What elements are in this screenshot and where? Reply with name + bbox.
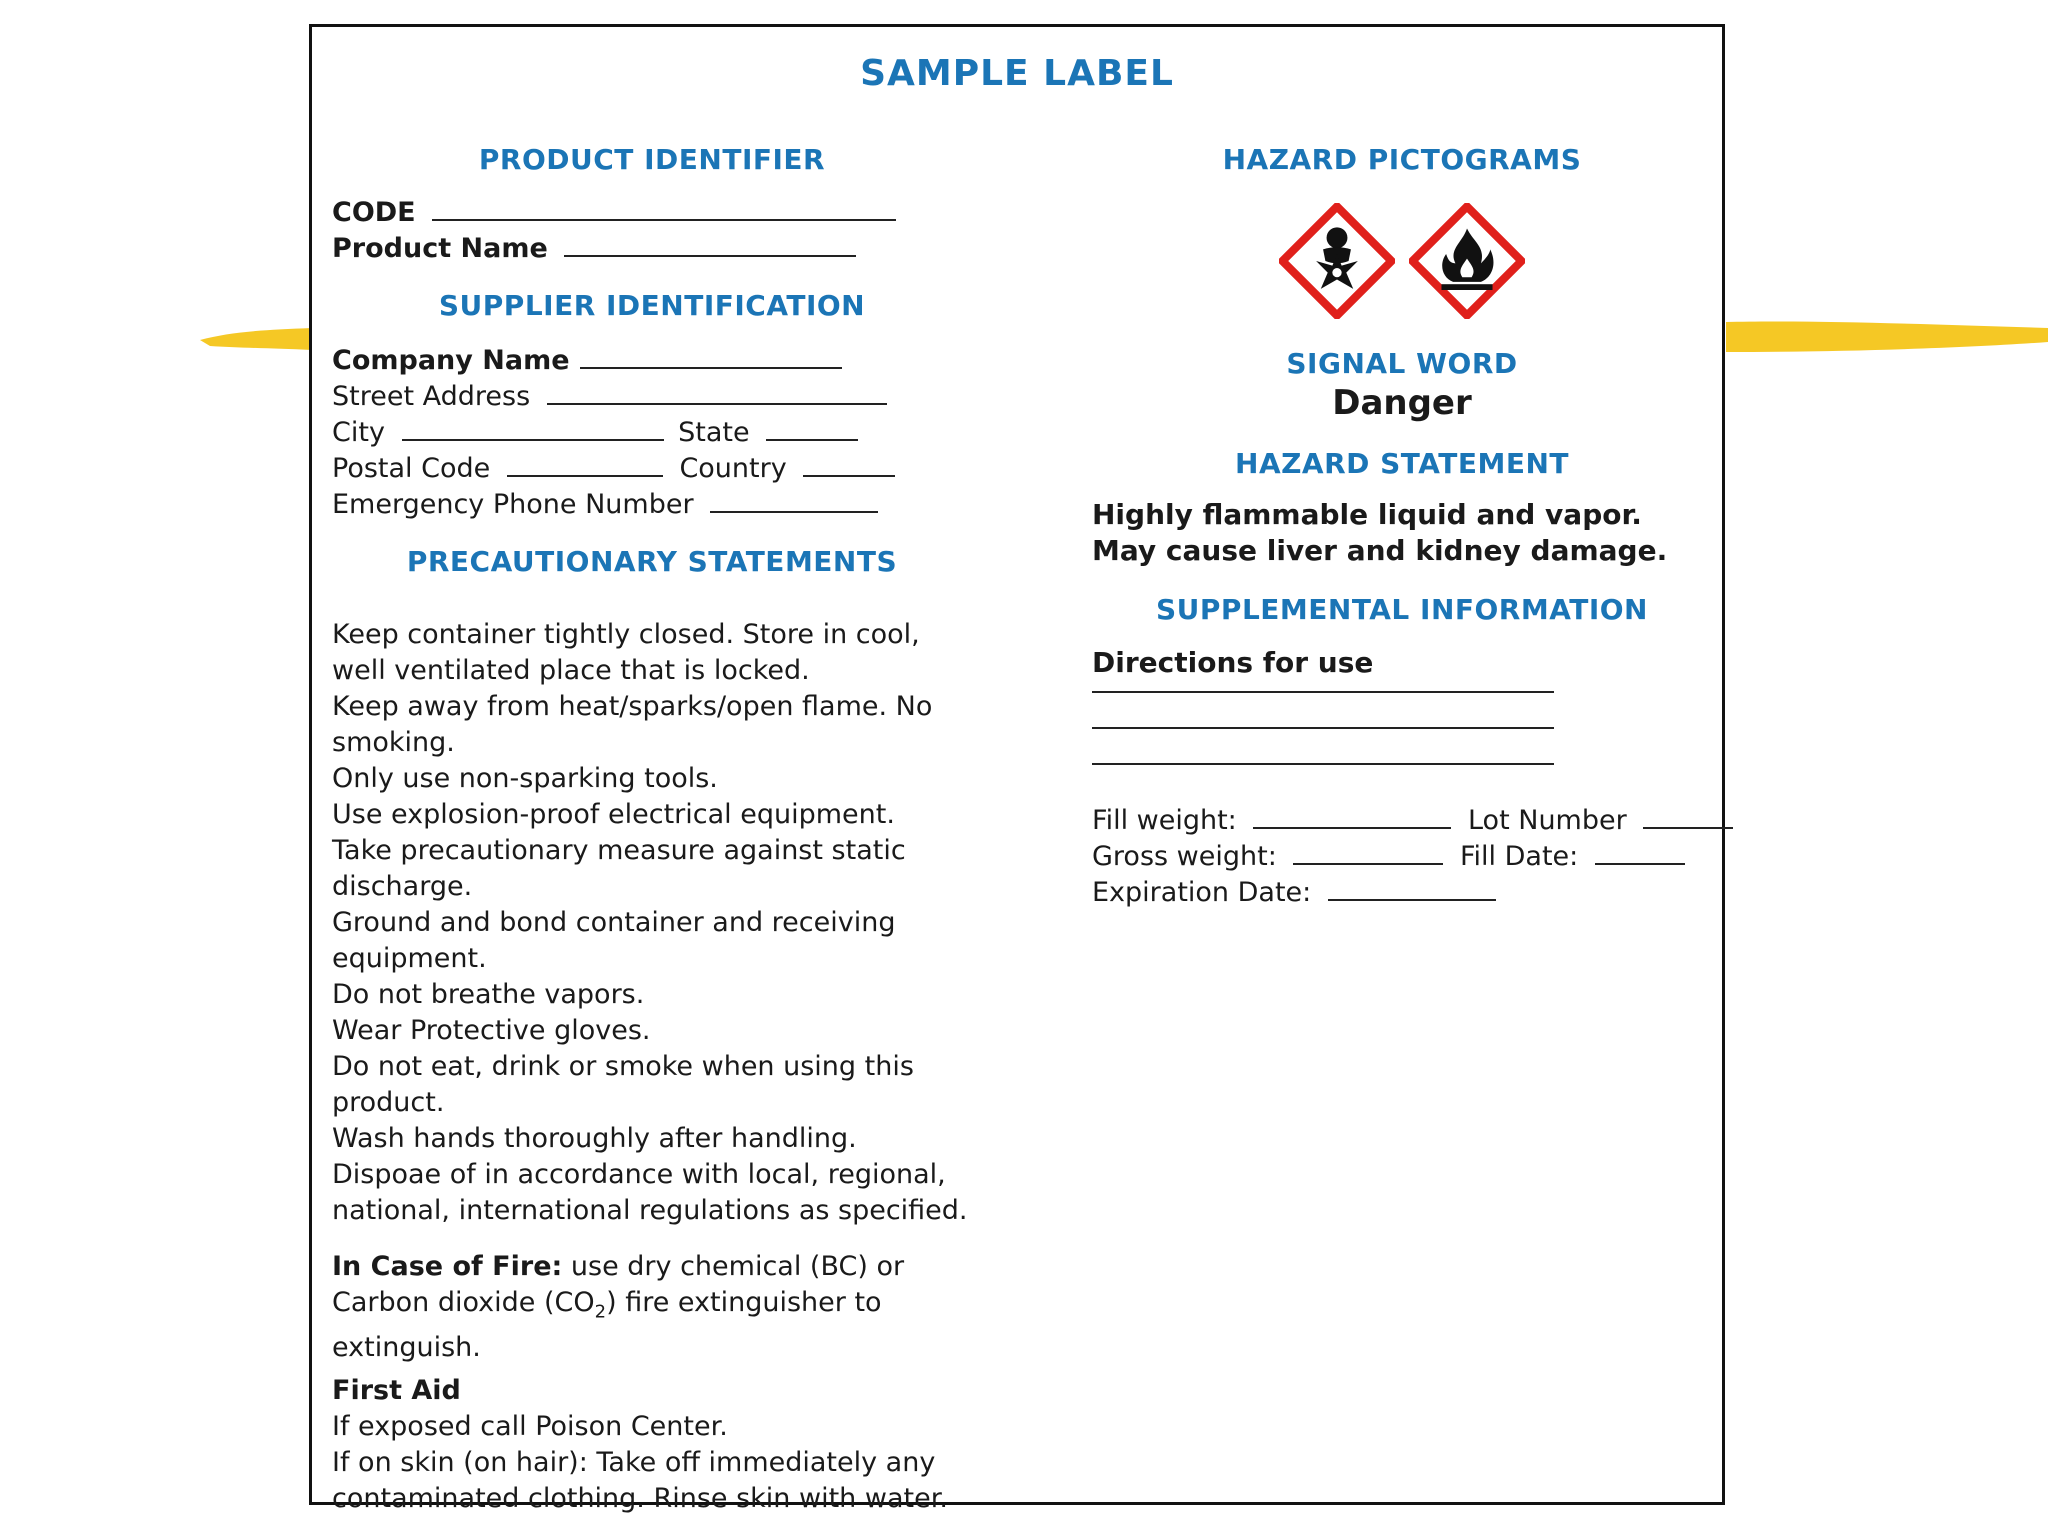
company-name-input-line[interactable] [580, 345, 842, 369]
precaution-item: Wear Protective gloves. [332, 1015, 651, 1046]
signal-word-value: Danger [1332, 383, 1472, 423]
company-name-label: Company Name [332, 345, 570, 376]
product-name-label: Product Name [332, 233, 548, 264]
highlighter-stroke-right [1726, 318, 2048, 358]
highlighter-stroke-left [200, 318, 312, 358]
gross-weight-input-line[interactable] [1293, 841, 1443, 865]
company-name-field [332, 343, 842, 379]
fire-text-part-2: ) fire extinguisher to extinguish. [332, 1287, 882, 1364]
fire-subscript: 2 [594, 1301, 607, 1323]
precautionary-statements-list [332, 617, 972, 1229]
fill-weight-input-line[interactable] [1253, 805, 1451, 829]
fill-weight-label: Fill weight: [1092, 805, 1237, 836]
product-name-field [332, 231, 856, 267]
signal-word-heading: SIGNAL WORD [1286, 347, 1518, 380]
precaution-item: Ground and bond container and receiving equipment. [332, 907, 896, 974]
postal-code-input-line[interactable] [507, 453, 663, 477]
directions-line[interactable] [1092, 691, 1554, 693]
precaution-item: Wash hands thoroughly after handling. [332, 1123, 857, 1154]
directions-for-use-label: Directions for use [1092, 646, 1374, 679]
code-input-line[interactable] [432, 197, 896, 221]
precaution-item: Dispoae of in accordance with local, regional, national, international regulations as specified. [332, 1159, 968, 1226]
fill-date-label: Fill Date: [1459, 841, 1579, 872]
health-hazard-pictogram-icon [1279, 203, 1395, 319]
fill-date-input-line[interactable] [1595, 841, 1685, 865]
postal-code-label: Postal Code [332, 453, 491, 484]
hazard-pictograms-heading: HAZARD PICTOGRAMS [1222, 143, 1582, 176]
emergency-phone-field [332, 487, 878, 523]
code-field [332, 195, 896, 231]
fill-weight-lot-field [1092, 803, 1733, 839]
fire-label: In Case of Fire: [332, 1251, 563, 1282]
postal-country-field [332, 451, 895, 487]
supplier-identification-heading: SUPPLIER IDENTIFICATION [438, 289, 866, 322]
precaution-item: Use explosion-proof electrical equipment. [332, 799, 895, 830]
precaution-item: Keep container tightly closed. Store in cool, well ventilated place that is locked. [332, 619, 920, 686]
hazard-statement-heading: HAZARD STATEMENT [1235, 447, 1569, 480]
street-address-field [332, 379, 887, 415]
expiration-date-field [1092, 875, 1496, 911]
city-input-line[interactable] [402, 417, 664, 441]
pictogram-row [1092, 203, 1712, 323]
street-address-label: Street Address [332, 381, 531, 412]
expiration-date-label: Expiration Date: [1092, 877, 1312, 908]
precaution-item: Only use non-sparking tools. [332, 763, 718, 794]
first-aid-block [332, 1373, 972, 1517]
sample-label-card [309, 24, 1725, 1514]
precaution-item: Keep away from heat/sparks/open flame. No smoking. [332, 691, 933, 758]
precautionary-statements-heading: PRECAUTIONARY STATEMENTS [406, 545, 898, 578]
country-input-line[interactable] [803, 453, 895, 477]
first-aid-item: If exposed call Poison Center. [332, 1411, 728, 1442]
state-input-line[interactable] [766, 417, 858, 441]
fire-text-part-1: use dry chemical (BC) or Carbon dioxide (CO [332, 1251, 905, 1318]
street-address-input-line[interactable] [547, 381, 887, 405]
directions-line[interactable] [1092, 763, 1554, 765]
directions-line[interactable] [1092, 727, 1554, 729]
hazard-statement-line: May cause liver and kidney damage. [1092, 534, 1668, 567]
precaution-item: Take precautionary measure against static discharge. [332, 835, 906, 902]
first-aid-heading: First Aid [332, 1375, 461, 1406]
city-label: City [332, 417, 385, 448]
expiration-date-input-line[interactable] [1328, 877, 1496, 901]
product-identifier-heading: PRODUCT IDENTIFIER [478, 143, 826, 176]
country-label: Country [679, 453, 787, 484]
lot-number-input-line[interactable] [1643, 805, 1733, 829]
product-name-input-line[interactable] [564, 233, 856, 257]
first-aid-item: If on skin (on hair): Take off immediately any contaminated clothing. Rinse skin with water. [332, 1447, 948, 1514]
emergency-phone-input-line[interactable] [710, 489, 878, 513]
flame-pictogram-icon [1409, 203, 1525, 319]
hazard-statement-line: Highly flammable liquid and vapor. [1092, 498, 1642, 531]
lot-number-label: Lot Number [1467, 805, 1627, 836]
city-state-field [332, 415, 858, 451]
emergency-phone-label: Emergency Phone Number [332, 489, 694, 520]
precaution-item: Do not breathe vapors. [332, 979, 645, 1010]
in-case-of-fire-block [332, 1249, 972, 1366]
precaution-item: Do not eat, drink or smoke when using this product. [332, 1051, 914, 1118]
supplemental-information-heading: SUPPLEMENTAL INFORMATION [1156, 593, 1648, 626]
gross-weight-label: Gross weight: [1092, 841, 1277, 872]
code-label: CODE [332, 197, 416, 228]
label-title: SAMPLE LABEL [860, 53, 1174, 94]
gross-weight-date-field [1092, 839, 1685, 875]
state-label: State [678, 417, 750, 448]
